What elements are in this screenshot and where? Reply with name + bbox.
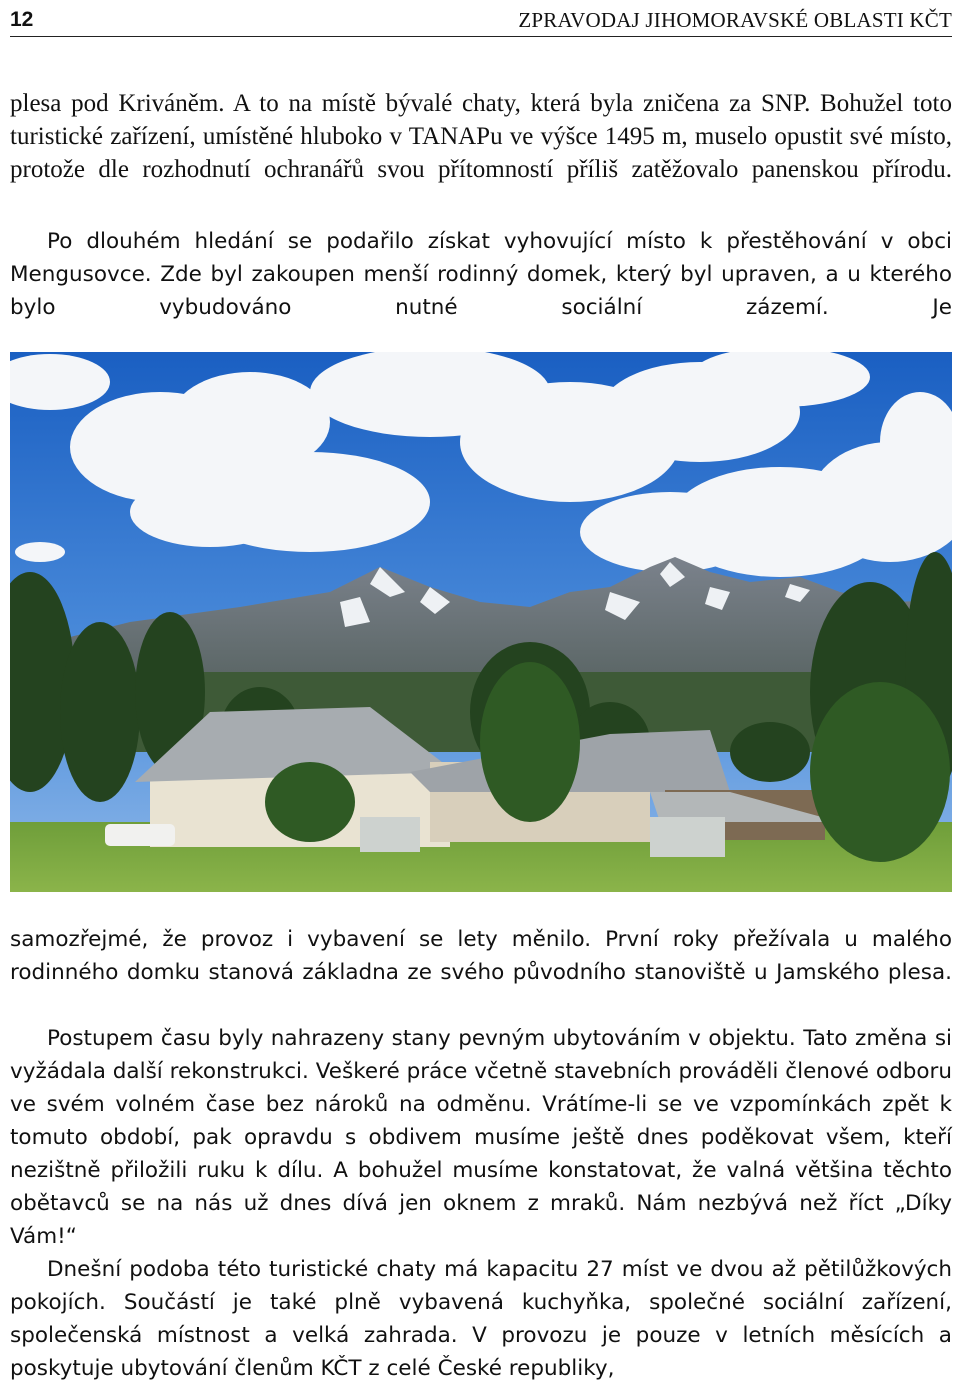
article-paragraph-1: plesa pod Kriváněm. A to na místě bývalé chaty, která byla zničena za SNP. Bohužel toto turistické zařízení, umístěné hluboko v TANAPu ve výšce 1495 m, muselo opustit své místo, protože dle rozhodnutí ochranářů svou přítomností příliš zatěžovalo panenskou přírodu. — [10, 90, 952, 183]
chalet-mountain-photo — [10, 352, 952, 892]
article-paragraph-4: Postupem času byly nahrazeny stany pevným ubytováním v objektu. Tato změna si vyžádala další rekonstrukci. Veškeré práce včetně stavebních prováděli členové odboru ve svém volném čase bez nároků na odměnu. Vrátíme-li se ve vzpomínkách zpět k tomuto období, pak opravdu s obdivem musíme ještě dnes poděkovat všem, kteří nezištně přiložili ruku k dílu. A bohužel musíme konstatovat, že valná většina těchto obětavců se na nás už dnes dívá jen oknem z mraků. Nám nezbývá než říct „Díky Vám!“ — [10, 1026, 952, 1249]
article-paragraph-5: Dnešní podoba této turistické chaty má kapacitu 27 míst ve dvou až pětilůžkových pokojích. Součástí je také plně vybavená kuchyňka, společné sociální zařízení, společenská místnost a velká zahrada. V provozu je pouze v letních měsících a poskytuje ubytování členům KČT z celé České republiky, — [10, 1257, 952, 1381]
journal-title: ZPRAVODAJ JIHOMORAVSKÉ OBLASTI KČT — [518, 8, 952, 32]
page-number: 12 — [10, 8, 34, 31]
page-header — [10, 8, 952, 37]
article-paragraph-2: Po dlouhém hledání se podařilo získat vyhovující místo k přestěhování v obci Mengusovce. Zde byl zakoupen menší rodinný domek, který byl upraven, a u kterého bylo vybudováno nutné sociální zázemí. Je — [10, 229, 952, 320]
article-paragraph-3: samozřejmé, že provoz i vybavení se lety měnilo. První roky přežívala u malého rodinného domku stanová základna ze svého původního stanoviště u Jamského plesa. — [10, 927, 952, 985]
white-car — [105, 824, 175, 846]
